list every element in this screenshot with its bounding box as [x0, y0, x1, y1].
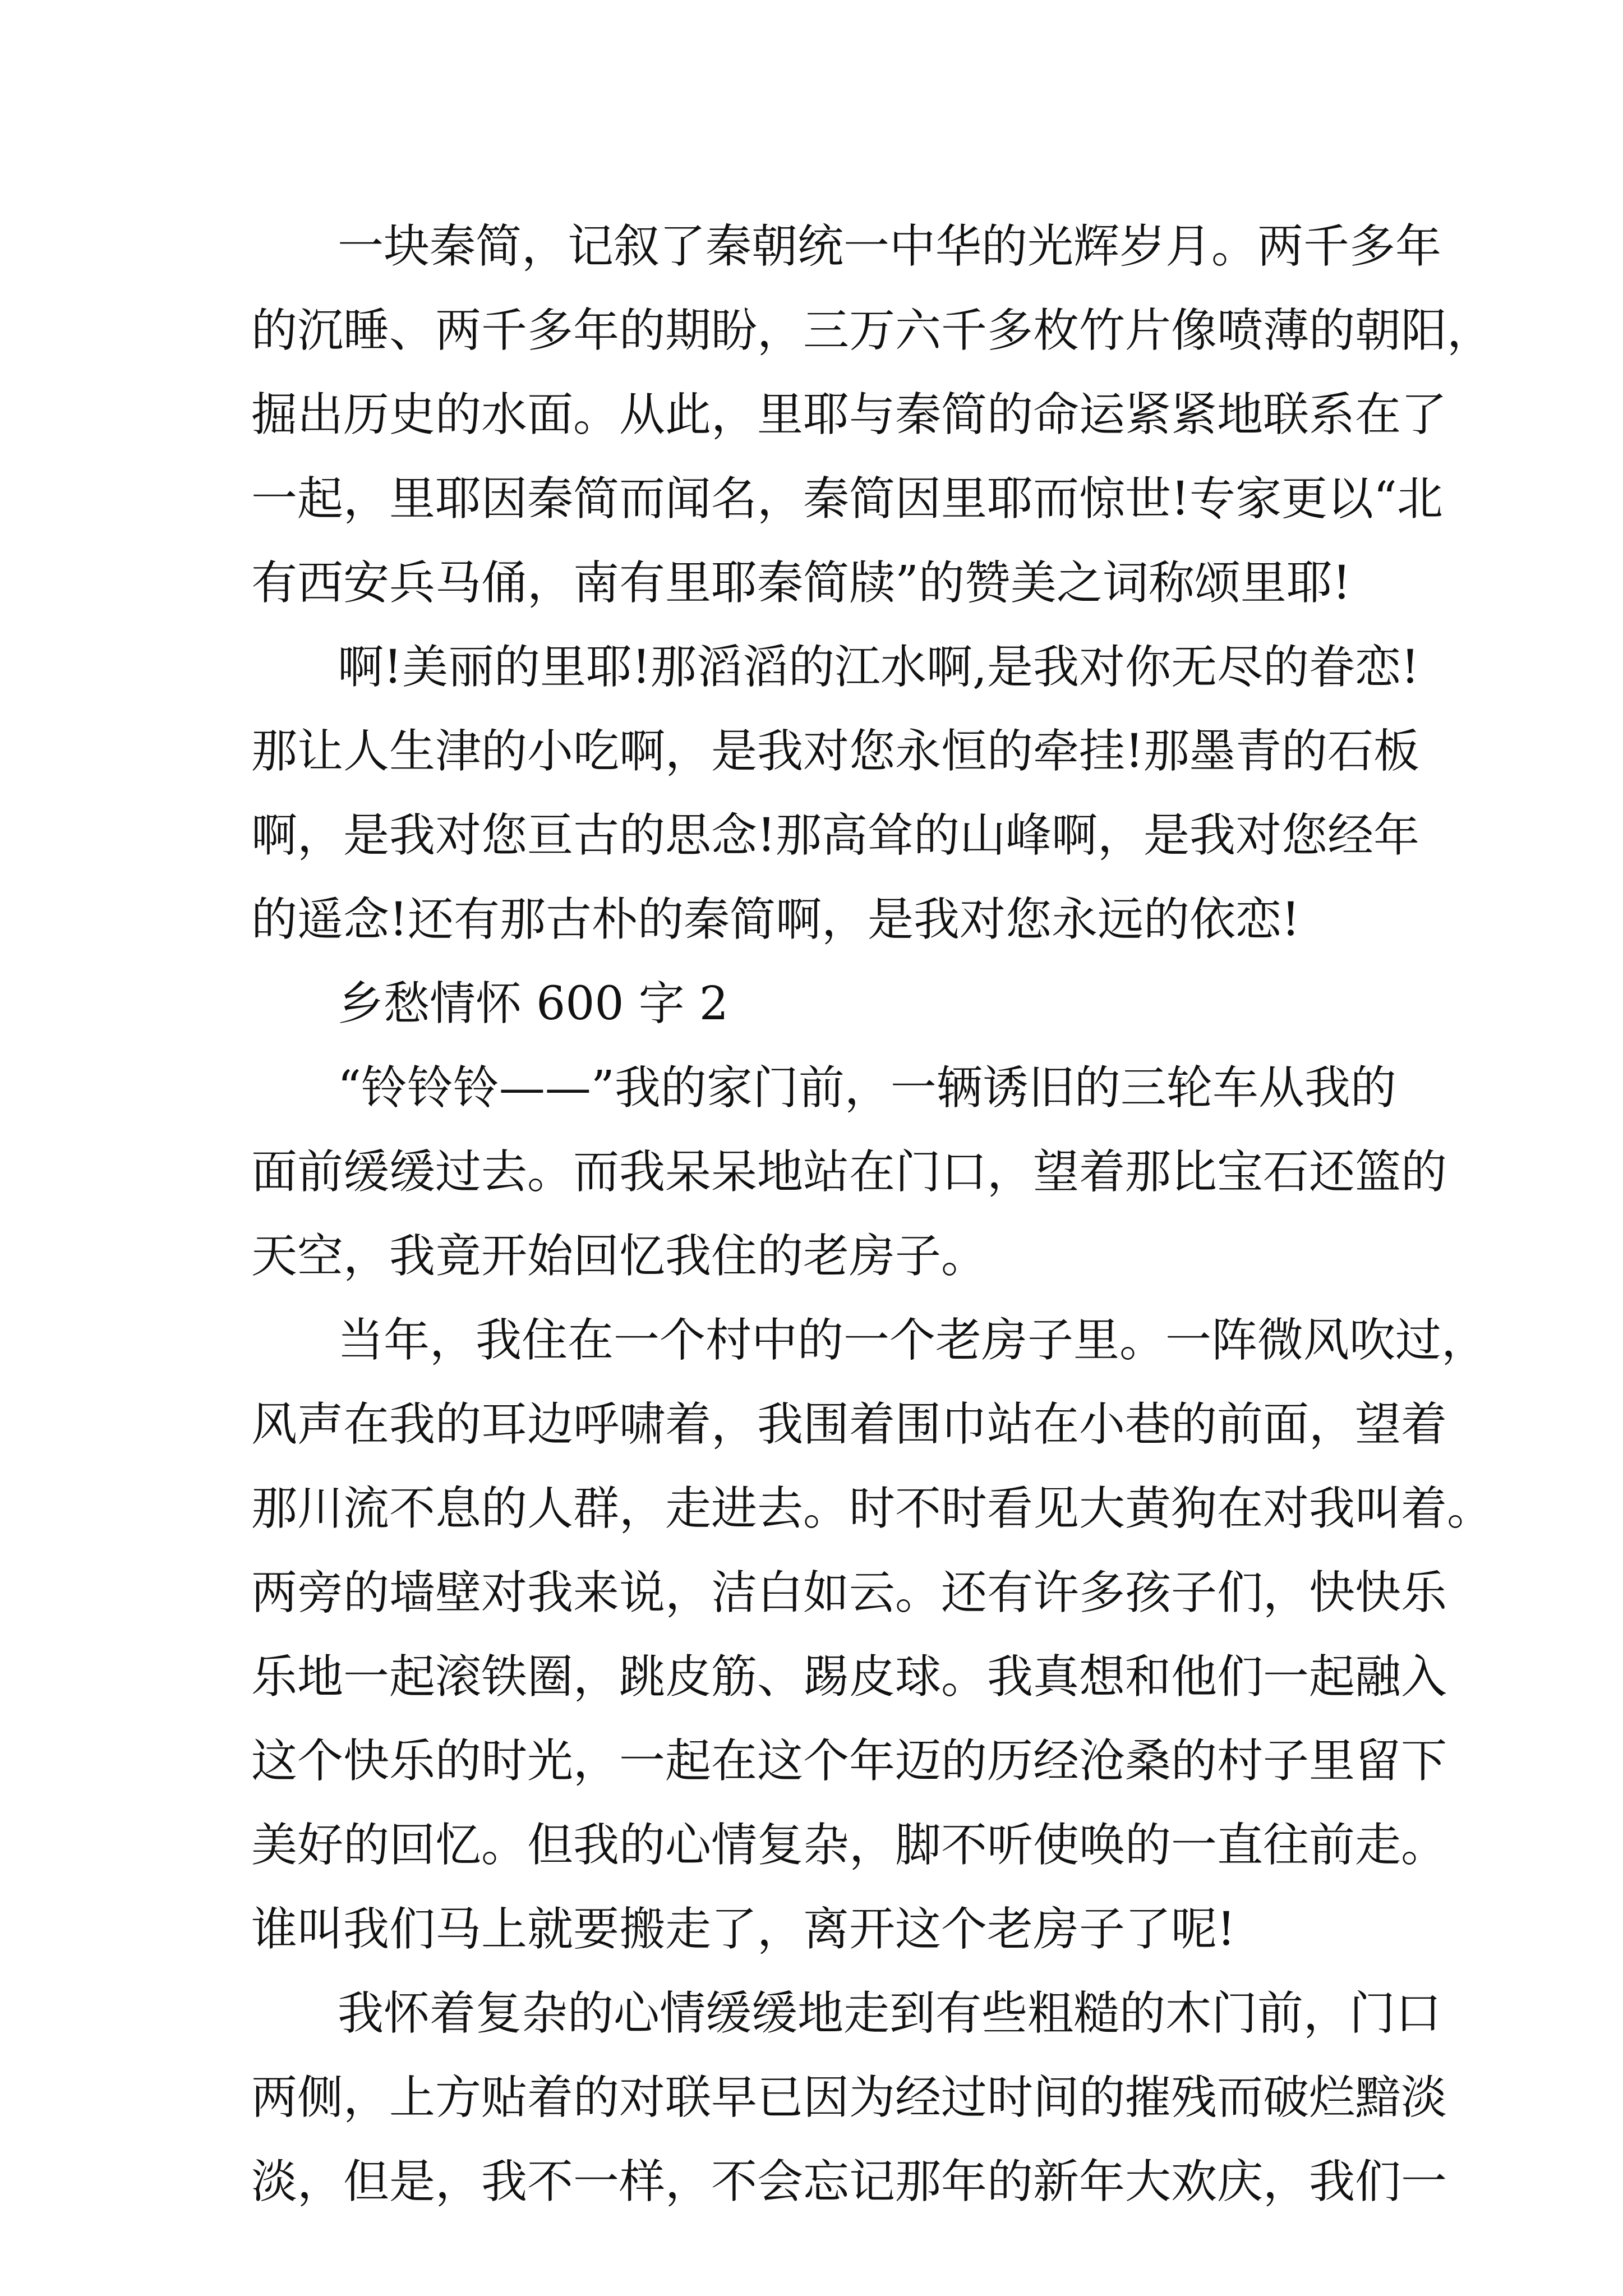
text-line: 风声在我的耳边呼啸着，我围着围巾站在小巷的前面，望着 — [251, 1398, 1447, 1451]
text-line: 淡，但是，我不一样，不会忘记那年的新年大欢庆，我们一 — [251, 2155, 1447, 2208]
text-line: 的遥念!还有那古朴的秦简啊，是我对您永远的依恋! — [251, 893, 1300, 946]
text-line: 美好的回忆。但我的心情复杂，脚不听使唤的一直往前走。 — [251, 1819, 1447, 1872]
text-line: 我怀着复杂的心情缓缓地走到有些粗糙的木门前，门口 — [338, 1987, 1442, 2040]
text-line: 那川流不息的人群，走进去。时不时看见大黄狗在对我叫着。 — [251, 1482, 1493, 1535]
text-line: 一起，里耶因秦简而闻名，秦简因里耶而惊世!专家更以“北 — [251, 472, 1443, 526]
text-line: “铃铃铃——”我的家门前，一辆诱旧的三轮车从我的 — [338, 1061, 1396, 1115]
text-line: 的沉睡、两千多年的期盼，三万六千多枚竹片像喷薄的朝阳， — [251, 304, 1493, 357]
text-line: 啊，是我对您亘古的思念!那高耸的山峰啊，是我对您经年 — [251, 809, 1419, 862]
text-line: 乐地一起滚铁圈，跳皮筋、踢皮球。我真想和他们一起融入 — [251, 1650, 1447, 1704]
text-line: 掘出历史的水面。从此，里耶与秦简的命运紧紧地联系在了 — [251, 388, 1447, 441]
section-heading: 乡愁情怀 600 字 2 — [338, 977, 728, 1030]
text-line: 这个快乐的时光，一起在这个年迈的历经沧桑的村子里留下 — [251, 1734, 1447, 1788]
text-line: 啊!美丽的里耶!那滔滔的江水啊,是我对你无尽的眷恋! — [338, 641, 1419, 694]
text-line: 当年，我住在一个村中的一个老房子里。一阵微风吹过， — [338, 1314, 1488, 1367]
text-line: 那让人生津的小吃啊，是我对您永恒的牵挂!那墨青的石板 — [251, 725, 1419, 778]
text-line: 天空，我竟开始回忆我住的老房子。 — [251, 1230, 988, 1283]
document-body — [251, 205, 1493, 2224]
text-line: 两侧，上方贴着的对联早已因为经过时间的摧残而破烂黯淡 — [251, 2071, 1447, 2124]
text-line: 两旁的墙壁对我来说，洁白如云。还有许多孩子们，快快乐 — [251, 1566, 1447, 1619]
text-line: 一块秦简，记叙了秦朝统一中华的光辉岁月。两千多年 — [338, 220, 1442, 273]
text-line: 有西安兵马俑，南有里耶秦简牍”的赞美之词称颂里耶! — [251, 556, 1351, 610]
text-line: 面前缓缓过去。而我呆呆地站在门口，望着那比宝石还篮的 — [251, 1145, 1447, 1199]
text-line: 谁叫我们马上就要搬走了，离开这个老房子了呢! — [251, 1903, 1235, 1956]
